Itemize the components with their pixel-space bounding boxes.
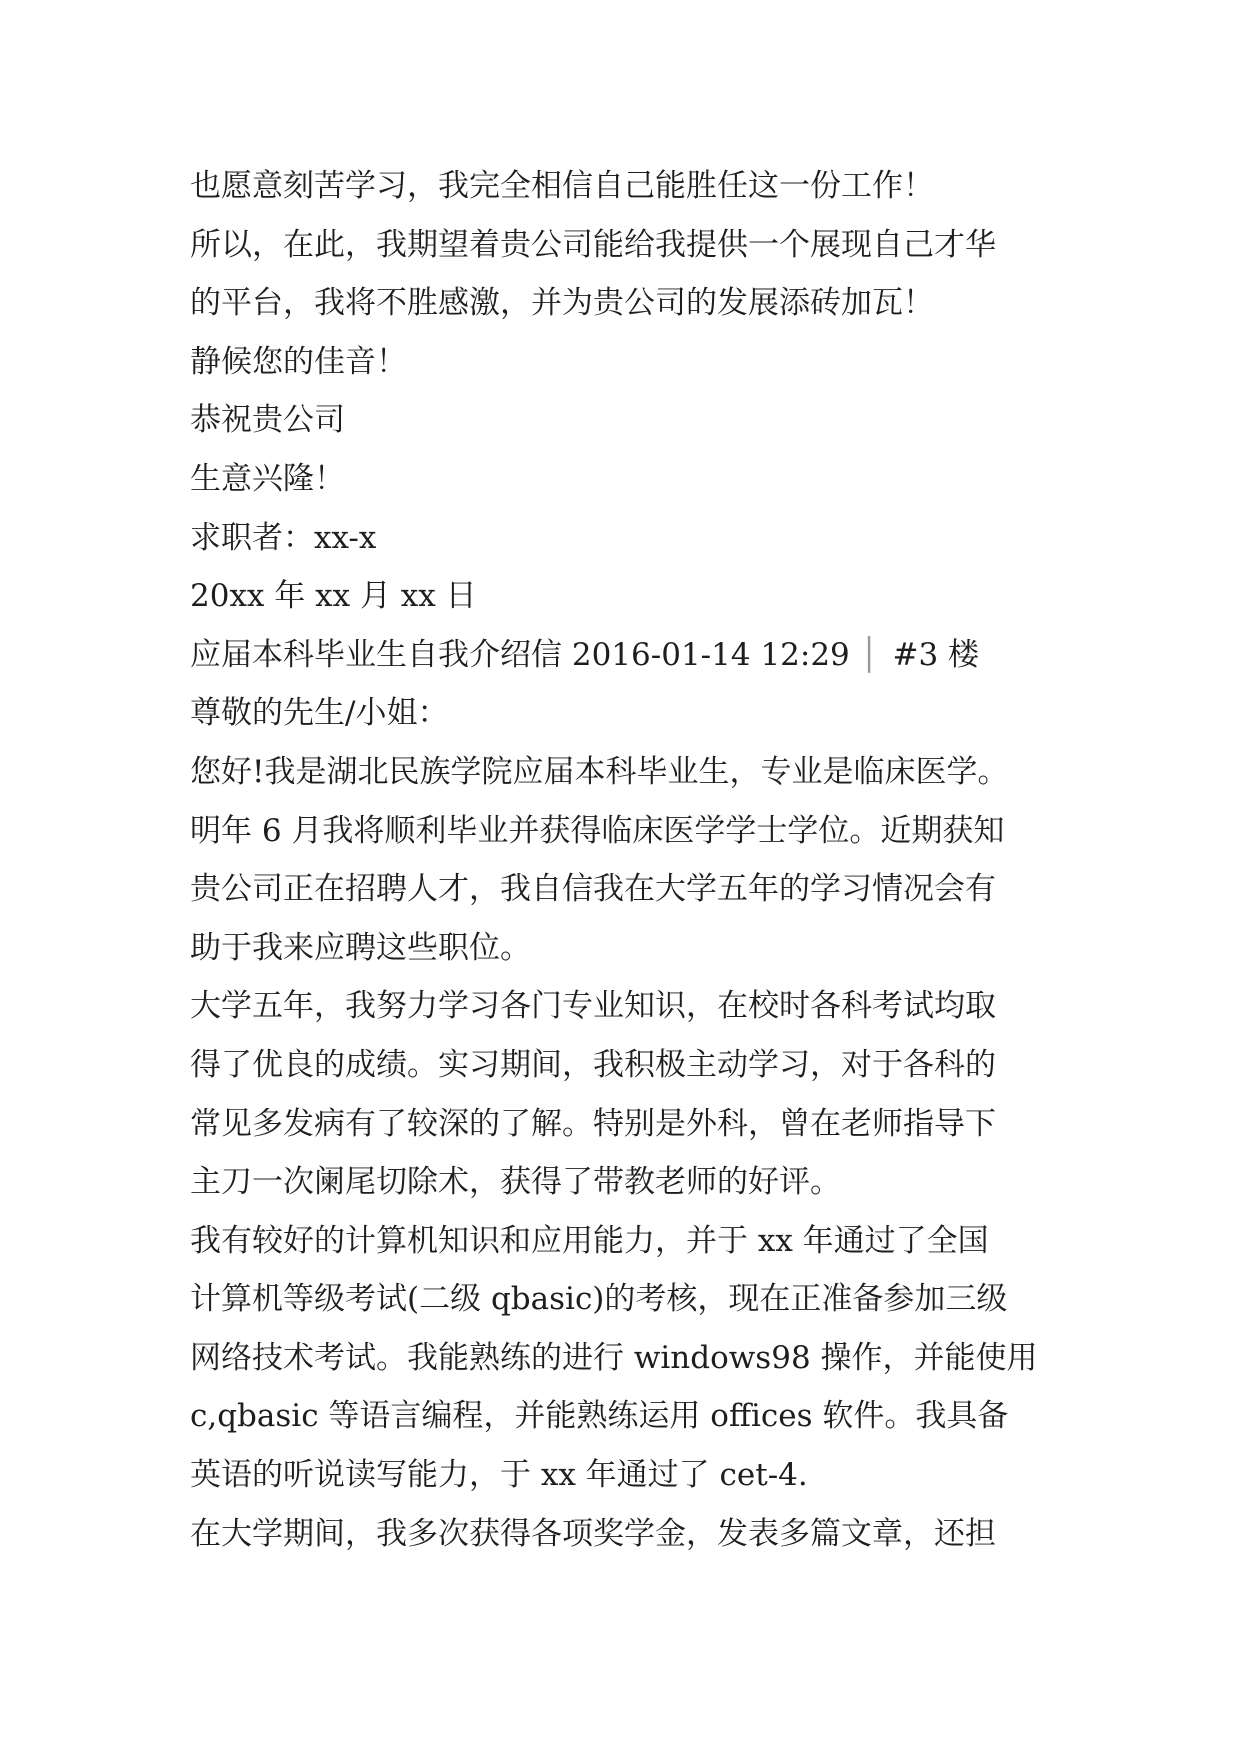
- document-line: 所以，在此，我期望着贵公司能给我提供一个展现自己才华: [190, 226, 996, 263]
- document-line: 也愿意刻苦学习，我完全相信自己能胜任这一份工作！: [190, 168, 934, 204]
- document-line: 贵公司正在招聘人才，我自信我在大学五年的学习情况会有: [190, 871, 996, 908]
- document-line: 静候您的佳音！: [190, 343, 407, 380]
- document-line: 在大学期间，我多次获得各项奖学金，发表多篇文章，还担: [190, 1515, 996, 1552]
- document-line: 常见多发病有了较深的了解。特别是外科，曾在老师指导下: [190, 1105, 996, 1142]
- document-line: 计算机等级考试(二级 qbasic)的考核，现在正准备参加三级: [190, 1281, 1008, 1318]
- post-title: 应届本科毕业生自我介绍信: [190, 636, 562, 673]
- document-line: 得了优良的成绩。实习期间，我积极主动学习，对于各科的: [190, 1046, 996, 1083]
- document-line: 网络技术考试。我能熟练的进行 windows98 操作，并能使用: [190, 1339, 1038, 1376]
- signature-line: 求职者：xx-x: [190, 519, 377, 556]
- document-line: 我有较好的计算机知识和应用能力，并于 xx 年通过了全国: [190, 1222, 989, 1259]
- salutation-line: 尊敬的先生/小姐：: [190, 695, 449, 732]
- document-line: 的平台，我将不胜感激，并为贵公司的发展添砖加瓦！: [190, 285, 934, 322]
- document-line: c,qbasic 等语言编程，并能熟练运用 offices 软件。我具备: [190, 1398, 1009, 1435]
- document-line: 恭祝贵公司: [190, 402, 345, 439]
- document-line: 生意兴隆！: [190, 460, 345, 497]
- document-line: 您好!我是湖北民族学院应届本科毕业生，专业是临床医学。: [190, 753, 1009, 790]
- document-line: 主刀一次阑尾切除术，获得了带教老师的好评。: [190, 1164, 841, 1201]
- post-header: [190, 626, 1150, 685]
- document-line: 助于我来应聘这些职位。: [190, 929, 531, 966]
- post-date: 2016-01-14 12:29: [571, 636, 850, 673]
- document-line: 大学五年，我努力学习各门专业知识，在校时各科考试均取: [190, 988, 996, 1025]
- post-floor: #3 楼: [892, 636, 980, 673]
- post-separator: │: [859, 636, 879, 673]
- document-page: [190, 157, 1150, 1563]
- document-line: 英语的听说读写能力，于 xx 年通过了 cet-4.: [190, 1457, 808, 1494]
- date-line: 20xx 年 xx 月 xx 日: [190, 578, 477, 615]
- document-line: 明年 6 月我将顺利毕业并获得临床医学学士学位。近期获知: [190, 812, 1005, 849]
